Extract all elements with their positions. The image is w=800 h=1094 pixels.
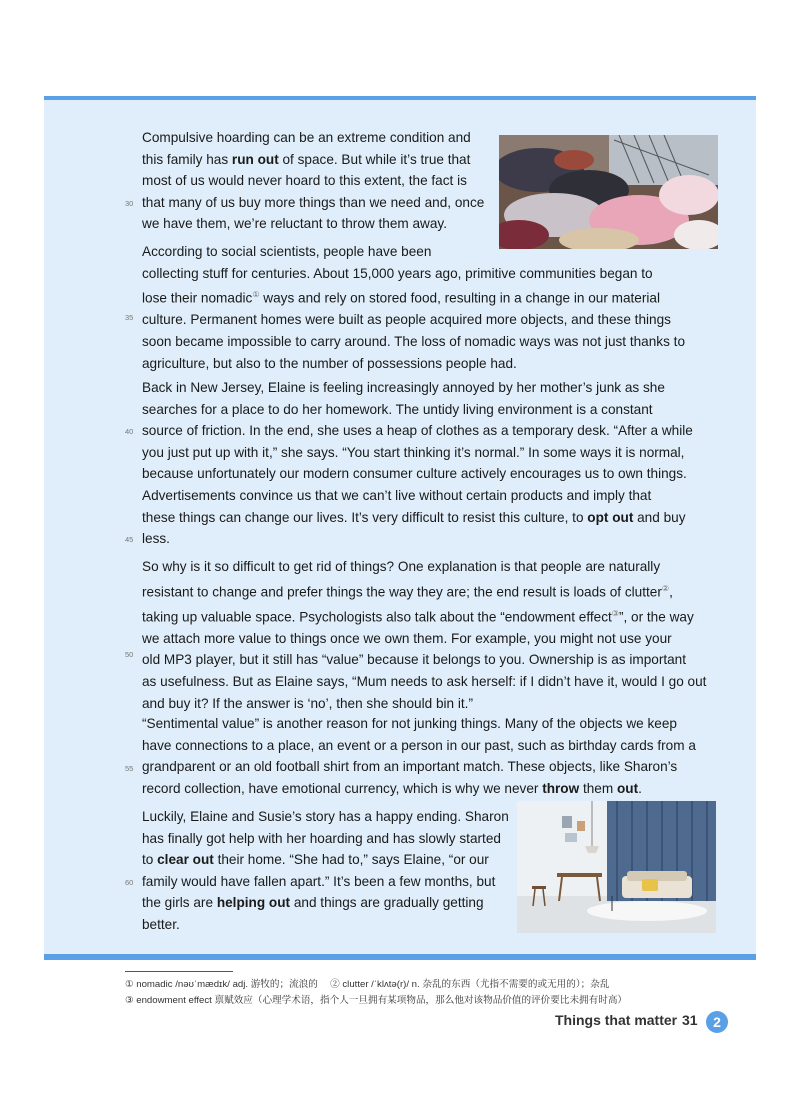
- text-line: the girls are helping out and things are gradually getting: [142, 895, 484, 911]
- line-number: 60: [125, 878, 134, 887]
- line-number: 40: [125, 427, 134, 436]
- line-number: 55: [125, 764, 134, 773]
- text-line: that many of us buy more things than we need and, once: [142, 194, 485, 210]
- phrasal-verb: throw: [542, 780, 580, 796]
- text-line: According to social scientists, people have been: [142, 244, 432, 259]
- paragraph-2: [142, 241, 685, 374]
- text-line: resistant to change and prefer things the way they are; the end result is loads of clutter②,: [142, 583, 673, 600]
- text-line: have connections to a place, an event or a person in our past, such as birthday cards from a: [142, 737, 696, 753]
- text-line: old MP3 player, but it still has “value” because it belongs to you. Ownership is as important: [142, 652, 687, 668]
- footnote-1: ① nomadic /nəʊˈmædɪk/ adj. 游牧的；流浪的 ② clutter /ˈklʌtə(r)/ n. 杂乱的东西（尤指不需要的或无用的）；杂乱: [125, 979, 610, 990]
- tidy-room-photo: [517, 801, 716, 933]
- text-line: source of friction. In the end, she uses a heap of clothes as a temporary desk. “After a while: [142, 423, 693, 439]
- text-line: grandparent or an old football shirt from an important match. These objects, like Sharon’s: [142, 759, 678, 775]
- text-line: less.: [142, 531, 170, 547]
- text-line: Luckily, Elaine and Susie’s story has a happy ending. Sharon: [142, 809, 509, 824]
- top-rule: [44, 96, 756, 100]
- text-line: you just put up with it,” she says. “You start thinking it’s normal.” In some ways it is normal,: [142, 444, 685, 460]
- text-line: culture. Permanent homes were built as people acquired more objects, and these things: [142, 312, 671, 328]
- text-line: these things can change our lives. It’s very difficult to resist this culture, to opt out and buy: [142, 509, 686, 525]
- text-line: to clear out their home. “She had to,” says Elaine, “or our: [142, 852, 489, 868]
- hoarding-photo-art: [499, 135, 718, 249]
- text-line: we attach more value to things once we own them. For example, you might not use your: [142, 630, 672, 646]
- paragraph-5: [142, 713, 696, 799]
- text-line: taking up valuable space. Psychologists also talk about the “endowment effect③”, or the way: [142, 608, 694, 625]
- text-line: better.: [142, 916, 180, 932]
- text-line: “Sentimental value” is another reason for not junking things. Many of the objects we keep: [142, 716, 677, 731]
- text-line: Back in New Jersey, Elaine is feeling increasingly annoyed by her mother’s junk as she: [142, 380, 665, 395]
- line-number: 30: [125, 199, 134, 208]
- footnote-ref: ②: [661, 583, 670, 593]
- footnote-2: ③ endowment effect 禀赋效应（心理学术语，指个人一旦拥有某项物品，那么他对该物品价值的评价要比未拥有时高）: [125, 995, 628, 1006]
- text-line: Compulsive hoarding can be an extreme condition and: [142, 130, 471, 145]
- line-number: 45: [125, 535, 134, 544]
- unit-badge: 2: [706, 1011, 728, 1033]
- paragraph-3: [142, 377, 693, 550]
- bottom-rule: [44, 954, 756, 960]
- text-line: agriculture, but also to the number of possessions people had.: [142, 355, 517, 371]
- paragraph-4: [142, 556, 706, 714]
- running-title: Things that matter: [555, 1012, 678, 1028]
- phrasal-verb: opt out: [587, 509, 634, 525]
- text-line: collecting stuff for centuries. About 15,000 years ago, primitive communities began to: [142, 265, 653, 281]
- footnote-ref: ③: [611, 608, 619, 618]
- footnote-divider: [125, 971, 233, 972]
- text-line: has finally got help with her hoarding and has slowly started: [142, 830, 501, 846]
- paragraph-1: [142, 127, 484, 235]
- text-line: as usefulness. But as Elaine says, “Mum needs to ask herself: if I didn’t have it, would I go out: [142, 674, 707, 690]
- text-line: and buy it? If the answer is ‘no’, then she should bin it.”: [142, 695, 473, 711]
- text-line: Advertisements convince us that we can’t live without certain products and imply that: [142, 487, 652, 503]
- text-line: this family has run out of space. But while it’s true that: [142, 151, 471, 167]
- tidy-room-art: [517, 801, 716, 933]
- phrasal-verb: run out: [231, 151, 279, 167]
- text-line: record collection, have emotional currency, which is why we never throw them out.: [142, 780, 642, 796]
- text-line: So why is it so difficult to get rid of things? One explanation is that people are naturally: [142, 559, 661, 574]
- text-line: family would have fallen apart.” It’s been a few months, but: [142, 873, 496, 889]
- phrasal-verb: clear out: [157, 852, 214, 868]
- paragraph-6: [142, 806, 509, 936]
- line-number: 50: [125, 650, 134, 659]
- footnote-ref: ①: [252, 290, 260, 300]
- line-number: 35: [125, 313, 134, 322]
- hoarding-photo: [499, 135, 718, 249]
- phrasal-verb: out: [616, 780, 639, 796]
- text-line: soon became impossible to carry around. The loss of nomadic ways was not just thanks to: [142, 333, 686, 349]
- page-number: 31: [682, 1012, 698, 1028]
- phrasal-verb: helping out: [216, 895, 291, 911]
- text-line: we have them, we’re reluctant to throw them away.: [142, 216, 447, 232]
- text-line: because unfortunately our modern consumer culture actively encourages us to own things.: [142, 466, 687, 482]
- text-line: lose their nomadic① ways and rely on stored food, resulting in a change in our material: [142, 290, 660, 306]
- text-line: searches for a place to do her homework. The untidy living environment is a constant: [142, 401, 653, 417]
- text-line: most of us would never hoard to this extent, the fact is: [142, 173, 467, 189]
